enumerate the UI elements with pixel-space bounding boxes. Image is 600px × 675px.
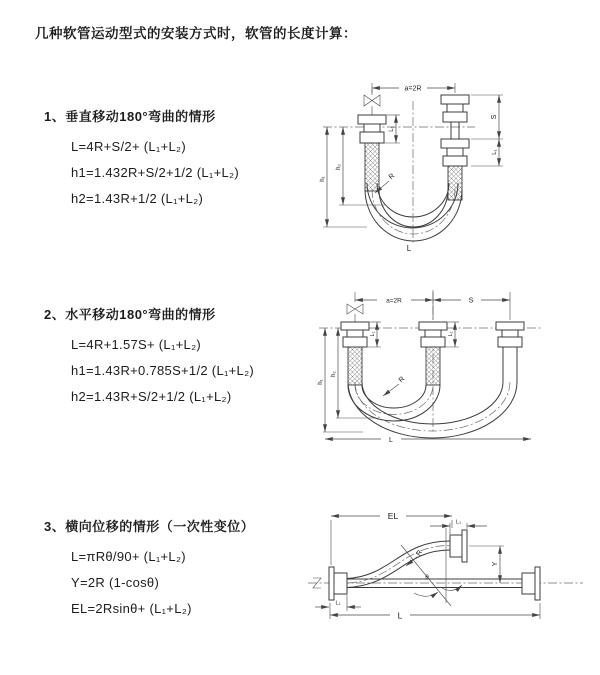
dim-length [330, 600, 540, 621]
dim-stroke-s [471, 95, 503, 139]
left-pipe-fitting [341, 322, 369, 385]
dim-fit-bottom-left [315, 595, 361, 611]
hose-braid-left [348, 347, 362, 385]
right-flange [522, 567, 540, 600]
dim-label-h-outer: h₁ [318, 379, 324, 385]
section-3-formula-Y: Y=2R (1-cosθ) [71, 575, 160, 590]
dim-label-length: L [406, 244, 412, 253]
hose-u-bend [348, 382, 517, 438]
hose-displaced-position [347, 541, 450, 588]
section-2 [44, 304, 314, 410]
dim-fit-top [430, 520, 487, 535]
section-2-heading: 2、水平移动180°弯曲的情形 [44, 307, 216, 322]
dim-label-span: a=2R [404, 85, 422, 93]
dim-label-fit-left: L₁ [389, 126, 395, 132]
valve-icon [347, 304, 363, 322]
section-1-formula-h2: h2=1.43R+1/2 (L₁+L₂) [71, 191, 204, 206]
dim-label-fit-top: L₁ [456, 519, 461, 526]
hose-u-bend [365, 183, 462, 241]
dim-label-h-outer: h₁ [320, 176, 326, 182]
section-1-formula-h1: h1=1.432R+S/2+1/2 (L₁+L₂) [71, 165, 239, 180]
right-pipe-fittings [441, 95, 469, 200]
dim-label-fit-bottom: L₁ [335, 600, 341, 607]
dim-label-fit-right: L₁ [492, 149, 498, 155]
dim-label-fit-middle: L₁ [448, 331, 454, 337]
dim-label-h-inner: h₂ [331, 371, 337, 377]
section-1 [44, 106, 314, 212]
dim-el [331, 511, 452, 565]
dim-span-a2r [355, 292, 510, 320]
middle-pipe-fitting [419, 322, 447, 385]
dim-label-stroke: S [468, 297, 474, 305]
right-pipe-fitting [496, 322, 524, 382]
dim-label-el: EL [387, 511, 399, 521]
section-2-formula-h2: h2=1.43R+S/2+1/2 (L₁+L₂) [71, 389, 232, 404]
section-3-formula-L: L=πRθ/90+ (L₁+L₂) [71, 549, 186, 564]
diagram-vertical-180-bend [303, 75, 553, 257]
dim-label-fit-left: L₁ [370, 331, 376, 337]
dim-label-stroke: S [491, 114, 498, 120]
dim-y [469, 546, 504, 583]
section-3 [44, 516, 314, 622]
diagram-lateral-displacement [300, 495, 590, 630]
section-2-formula-h1: h1=1.43R+0.785S+1/2 (L₁+L₂) [71, 363, 255, 378]
dim-label-radius: R [415, 549, 424, 558]
dim-label-span: a=2R [386, 297, 402, 305]
dim-label-y: Y [492, 561, 499, 567]
dim-fit-right [471, 139, 503, 166]
diagram-horizontal-180-bend [303, 282, 568, 454]
section-2-formula-L: L=4R+1.57S+ (L₁+L₂) [71, 337, 202, 352]
section-3-formula-EL: EL=2Rsinθ+ (L₁+L₂) [71, 601, 192, 616]
dim-label-h-inner: h₂ [336, 164, 342, 170]
left-pipe-fitting [358, 115, 386, 191]
page-title: 几种软管运动型式的安装方式时，软管的长度计算： [35, 26, 357, 41]
dim-label-radius: R [397, 375, 407, 385]
top-flange [450, 530, 467, 562]
section-3-heading: 3、横向位移的情形（一次性变位） [44, 519, 255, 534]
dim-span-a2r [372, 83, 455, 93]
radius-leader [383, 376, 406, 396]
dim-label-length: L [389, 437, 393, 444]
dim-label-radius: R [387, 172, 397, 182]
hose-braid-right [448, 166, 462, 200]
angle-theta [414, 574, 462, 596]
dim-label-theta: θ [425, 574, 429, 581]
construction-lines [401, 528, 451, 606]
hose-braid-middle [426, 347, 440, 385]
left-flange [329, 567, 347, 600]
section-1-formula-L: L=4R+S/2+ (L₁+L₂) [71, 139, 186, 154]
section-1-heading: 1、垂直移动180°弯曲的情形 [44, 109, 216, 124]
dim-label-length: L [397, 610, 403, 621]
